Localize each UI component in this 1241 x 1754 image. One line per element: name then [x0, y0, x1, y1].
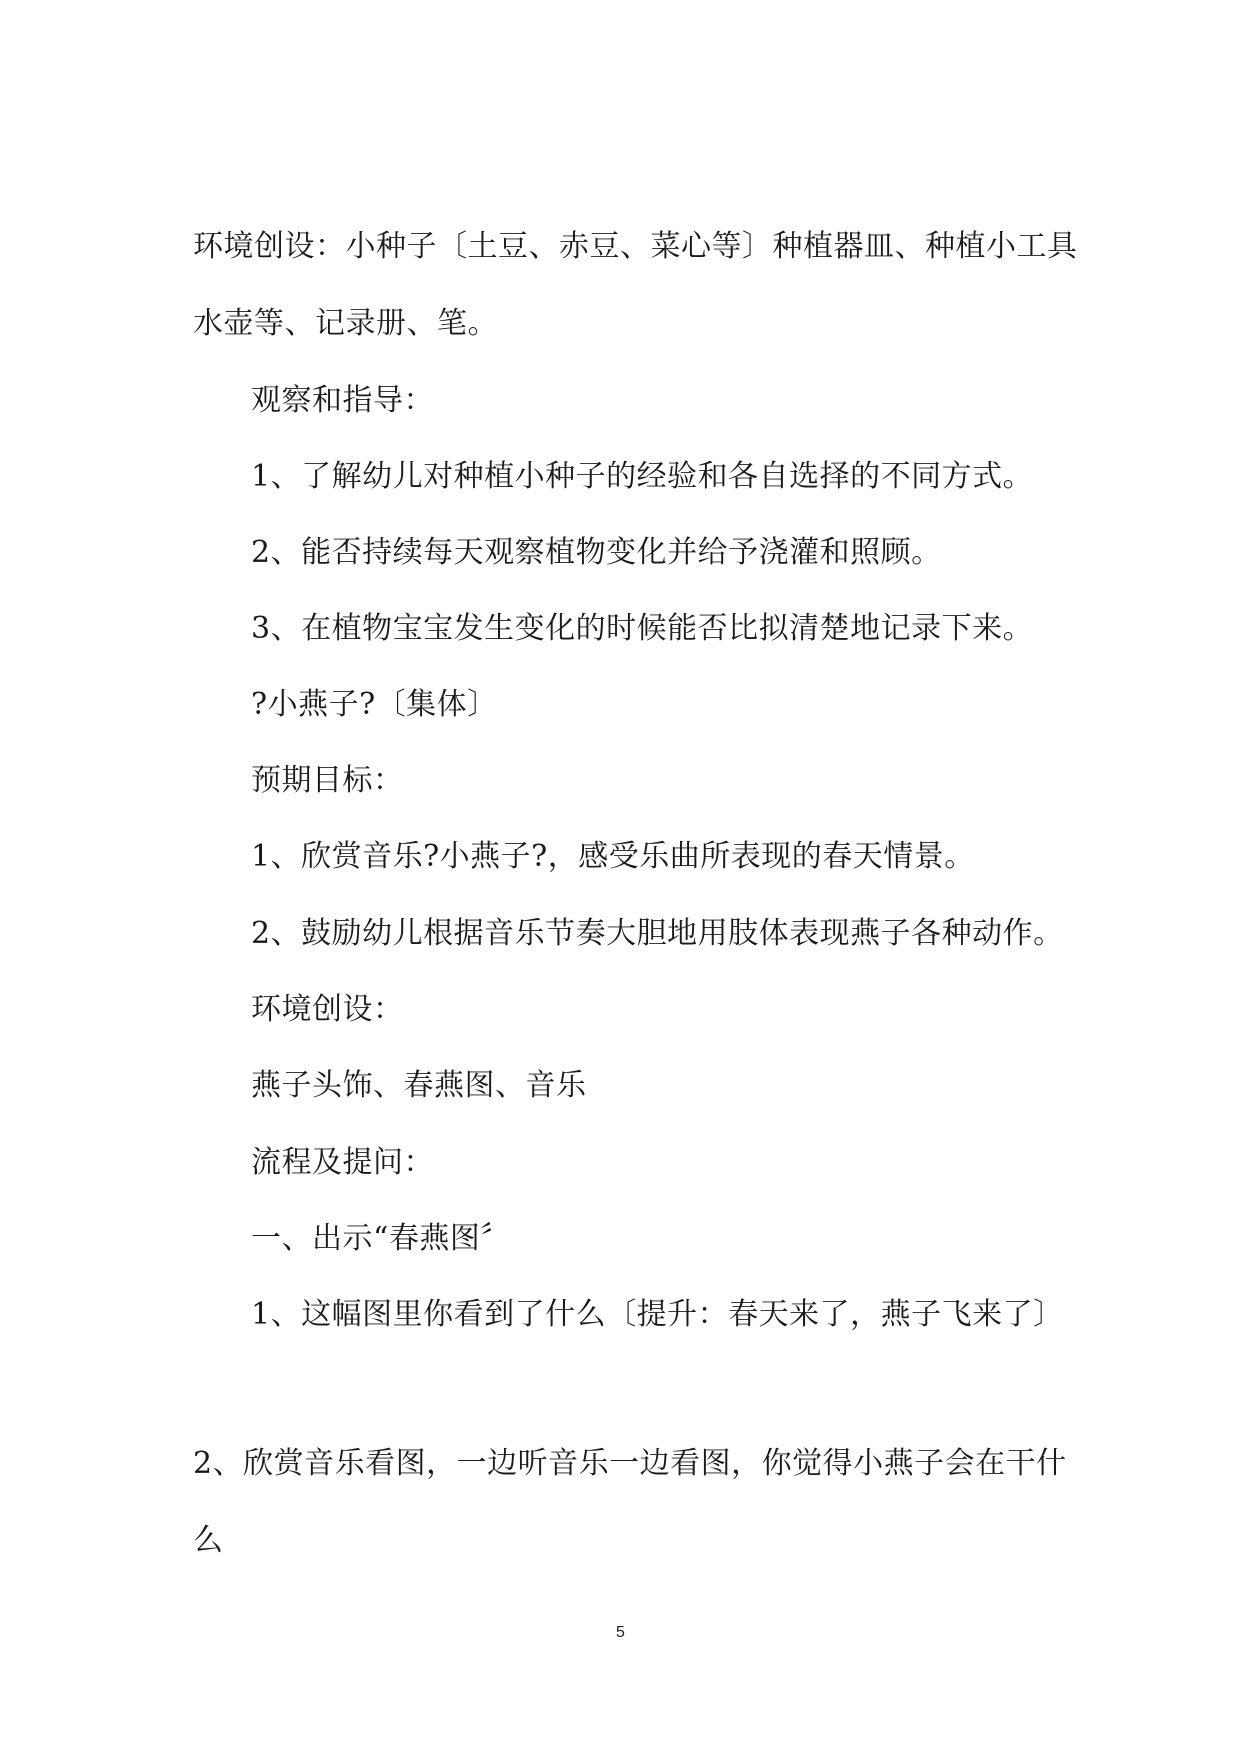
- list-item-observation-1: 1、了解幼儿对种植小种子的经验和各自选择的不同方式。: [251, 459, 1034, 494]
- list-item-observation-2: 2、能否持续每天观察植物变化并给予浇灌和照顾。: [251, 535, 942, 570]
- section-heading-environment: 环境创设：: [251, 992, 404, 1027]
- section-heading-process: 流程及提问：: [251, 1145, 434, 1180]
- process-question-2-cont: 么: [193, 1523, 224, 1558]
- section-heading-goals: 预期目标：: [251, 763, 404, 798]
- paragraph-line-environment-setup-cont: 水壶等、记录册、笔。: [193, 306, 498, 341]
- environment-materials: 燕子头饰、春燕图、音乐: [251, 1068, 587, 1103]
- activity-title: ?小燕子?〔集体〕: [251, 687, 498, 722]
- process-question-2: 2、欣赏音乐看图，一边听音乐一边看图，你觉得小燕子会在干什: [193, 1446, 1067, 1481]
- process-step-1: 一、出示“春燕图〞: [251, 1221, 511, 1256]
- paragraph-line-environment-setup: 环境创设：小种子〔土豆、赤豆、菜心等〕种植器皿、种植小工具: [193, 229, 1078, 264]
- page-number: 5: [616, 1624, 625, 1641]
- list-item-goal-2: 2、鼓励幼儿根据音乐节奏大胆地用肢体表现燕子各种动作。: [251, 916, 1064, 951]
- section-heading-observation: 观察和指导：: [251, 383, 434, 418]
- list-item-observation-3: 3、在植物宝宝发生变化的时候能否比拟清楚地记录下来。: [251, 611, 1034, 646]
- process-question-1: 1、这幅图里你看到了什么〔提升：春天来了，燕子飞来了〕: [251, 1297, 1064, 1332]
- list-item-goal-1: 1、欣赏音乐?小燕子?，感受乐曲所表现的春天情景。: [251, 839, 975, 874]
